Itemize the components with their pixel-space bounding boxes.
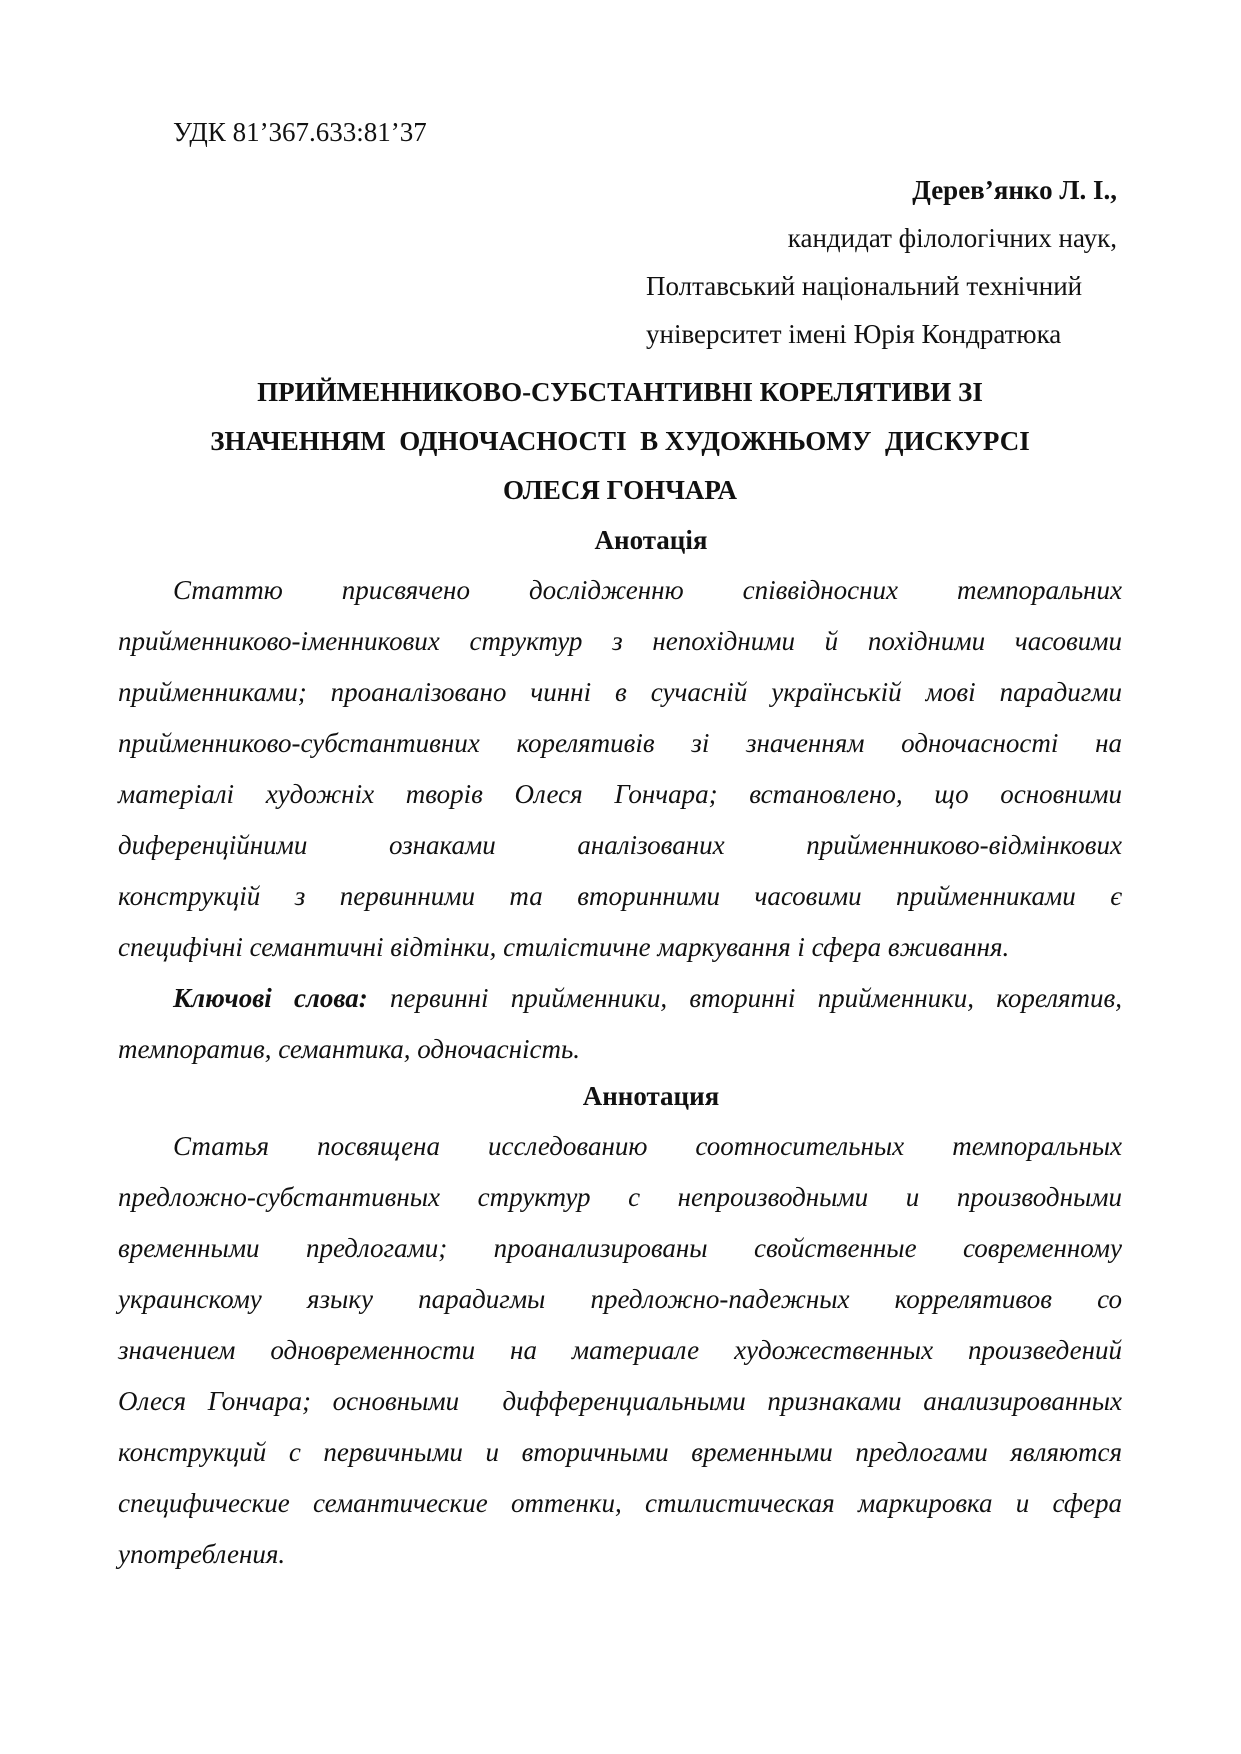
keywords-uk-line-2: темпоратив, семантика, одночасність. xyxy=(118,1034,581,1064)
keywords-list: первинні прийменники, вторинні прийменники, корелятив, xyxy=(367,983,1123,1013)
annotation-uk-line: диференційними ознаками аналізованих прийменниково-відмінкових xyxy=(118,830,1122,860)
annotation-ru-line: Олеся Гончара; основными дифференциальными признаками анализированных xyxy=(118,1386,1122,1416)
annotation-ru-heading: Аннотация xyxy=(582,1081,720,1111)
annotation-ru-body xyxy=(118,1121,1122,1580)
keywords-uk-line-1 xyxy=(118,973,1122,1024)
title-line-2: ЗНАЧЕННЯМ ОДНОЧАСНОСТІ В ХУДОЖНЬОМУ ДИСКУРСІ xyxy=(210,426,1030,456)
keywords-label: Ключові слова: xyxy=(173,983,368,1013)
title-line-3: ОЛЕСЯ ГОНЧАРА xyxy=(503,475,737,505)
annotation-uk-heading: Анотація xyxy=(594,525,708,555)
author-name: Дерев’янко Л. І., xyxy=(912,175,1117,205)
annotation-ru-line: Статья посвящена исследованию соотносительных темпоральных xyxy=(173,1131,1122,1161)
annotation-uk-line: специфічні семантичні відтінки, стилістичне маркування і сфера вживання. xyxy=(118,932,1010,962)
author-affiliation-line-2: університет імені Юрія Кондратюка xyxy=(646,319,1062,349)
annotation-uk-line: Статтю присвячено дослідженню співвідносних темпоральних xyxy=(173,575,1122,605)
annotation-uk-line: прийменниками; проаналізовано чинні в сучасній українській мові парадигми xyxy=(118,677,1122,707)
annotation-ru-line: временными предлогами; проанализированы свойственные современному xyxy=(118,1233,1122,1263)
annotation-uk-line: прийменниково-субстантивних корелятивів зі значенням одночасності на xyxy=(118,728,1122,758)
annotation-uk-line: прийменниково-іменникових структур з непохідними й похідними часовими xyxy=(118,626,1122,656)
annotation-ru-line: значением одновременности на материале художественных произведений xyxy=(118,1335,1122,1365)
author-affiliation-line-1: Полтавський національний технічний xyxy=(646,271,1083,301)
article-title xyxy=(118,368,1122,515)
keywords-uk xyxy=(118,973,1122,1075)
annotation-ru-line: предложно-субстантивных структур с непроизводными и производными xyxy=(118,1182,1122,1212)
annotation-uk-line: конструкцій з первинними та вторинними часовими прийменниками є xyxy=(118,881,1122,911)
annotation-ru-line: конструкций с первичными и вторичными временными предлогами являются xyxy=(118,1437,1122,1467)
annotation-uk-body xyxy=(118,565,1122,973)
author-degree: кандидат філологічних наук, xyxy=(787,223,1117,253)
author-block xyxy=(640,166,1120,358)
title-line-1: ПРИЙМЕННИКОВО-СУБСТАНТИВНІ КОРЕЛЯТИВИ ЗІ xyxy=(257,377,983,407)
udk-code: УДК 81’367.633:81’37 xyxy=(173,117,427,147)
annotation-ru-line: употребления. xyxy=(118,1539,286,1569)
annotation-uk-line: матеріалі художніх творів Олеся Гончара; встановлено, що основними xyxy=(118,779,1122,809)
annotation-ru-line: специфические семантические оттенки, стилистическая маркировка и сфера xyxy=(118,1488,1122,1518)
annotation-ru-line: украинскому языку парадигмы предложно-падежных коррелятивов со xyxy=(118,1284,1122,1314)
